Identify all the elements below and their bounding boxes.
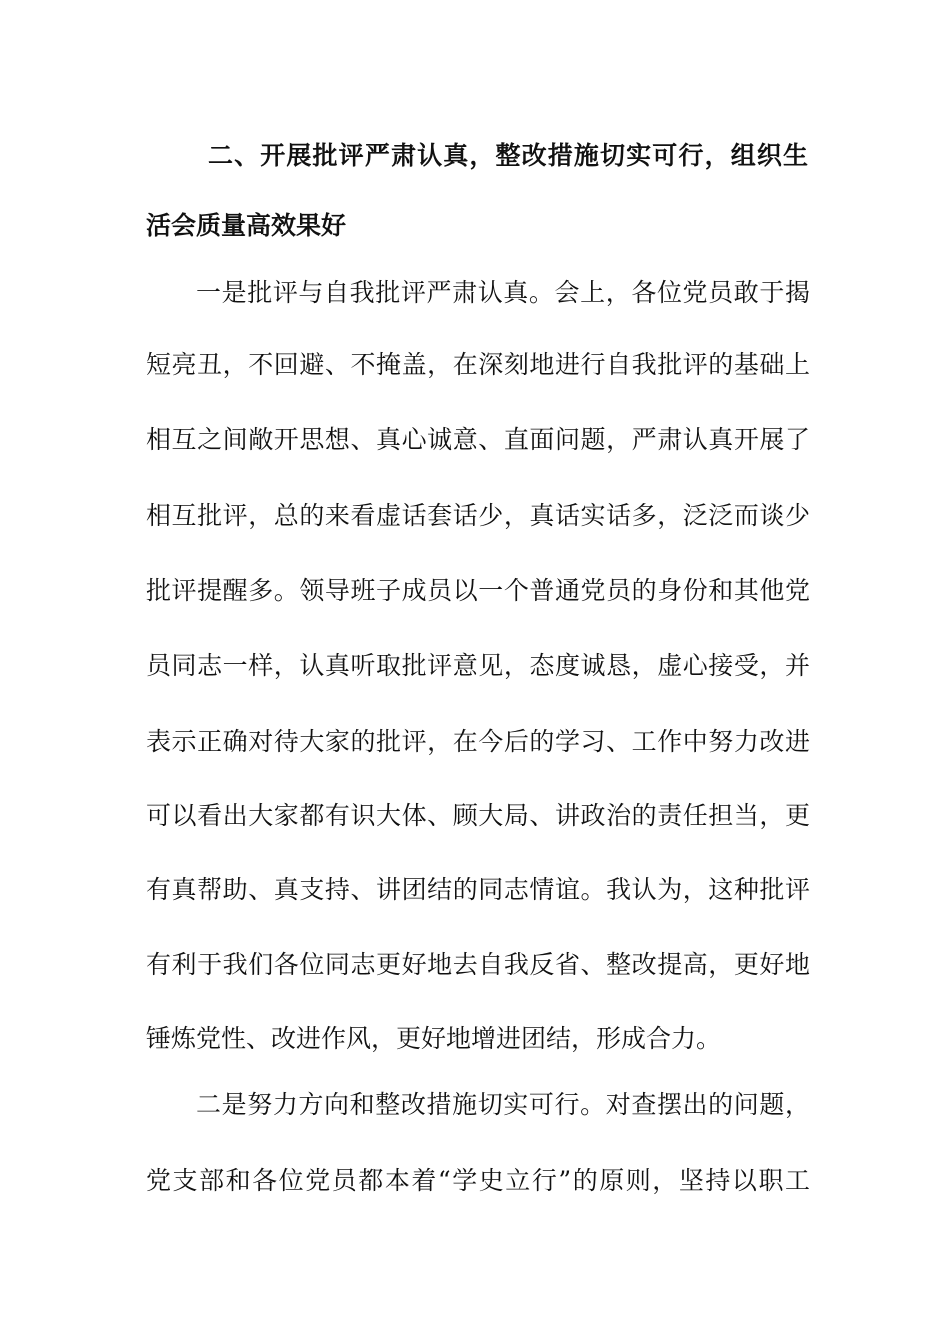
paragraph-1-line-3: 相互之间敞开思想、真心诚意、直面问题，严肃认真开展了 bbox=[146, 425, 810, 454]
paragraph-1-line-8: 可以看出大家都有识大体、顾大局、讲政治的责任担当，更 bbox=[146, 801, 810, 830]
paragraph-1-line-9: 有真帮助、真支持、讲团结的同志情谊。我认为，这种批评 bbox=[146, 875, 810, 904]
section-heading-line-1: 二、开展批评严肃认真，整改措施切实可行，组织生 bbox=[208, 141, 808, 170]
paragraph-1-line-6: 员同志一样，认真听取批评意见，态度诚恳，虚心接受，并 bbox=[146, 651, 810, 680]
paragraph-1-line-10: 有利于我们各位同志更好地去自我反省、整改提高，更好地 bbox=[146, 950, 810, 979]
paragraph-1-line-1: 一是批评与自我批评严肃认真。会上，各位党员敢于揭 bbox=[196, 278, 810, 307]
paragraph-1-line-11: 锤炼党性、改进作风，更好地增进团结，形成合力。 bbox=[146, 1024, 722, 1053]
section-heading-line-2: 活会质量高效果好 bbox=[146, 211, 347, 240]
paragraph-1-line-2: 短亮丑，不回避、不掩盖，在深刻地进行自我批评的基础上 bbox=[146, 350, 810, 379]
paragraph-2-line-1: 二是努力方向和整改措施切实可行。对查摆出的问题， bbox=[196, 1090, 810, 1119]
paragraph-2-line-2: 党支部和各位党员都本着“学史立行”的原则，坚持以职工 bbox=[146, 1166, 810, 1195]
paragraph-1-line-4: 相互批评，总的来看虚话套话少，真话实话多，泛泛而谈少 bbox=[146, 501, 810, 530]
paragraph-1-line-5: 批评提醒多。领导班子成员以一个普通党员的身份和其他党 bbox=[146, 576, 810, 605]
paragraph-1-line-7: 表示正确对待大家的批评，在今后的学习、工作中努力改进 bbox=[146, 727, 810, 756]
